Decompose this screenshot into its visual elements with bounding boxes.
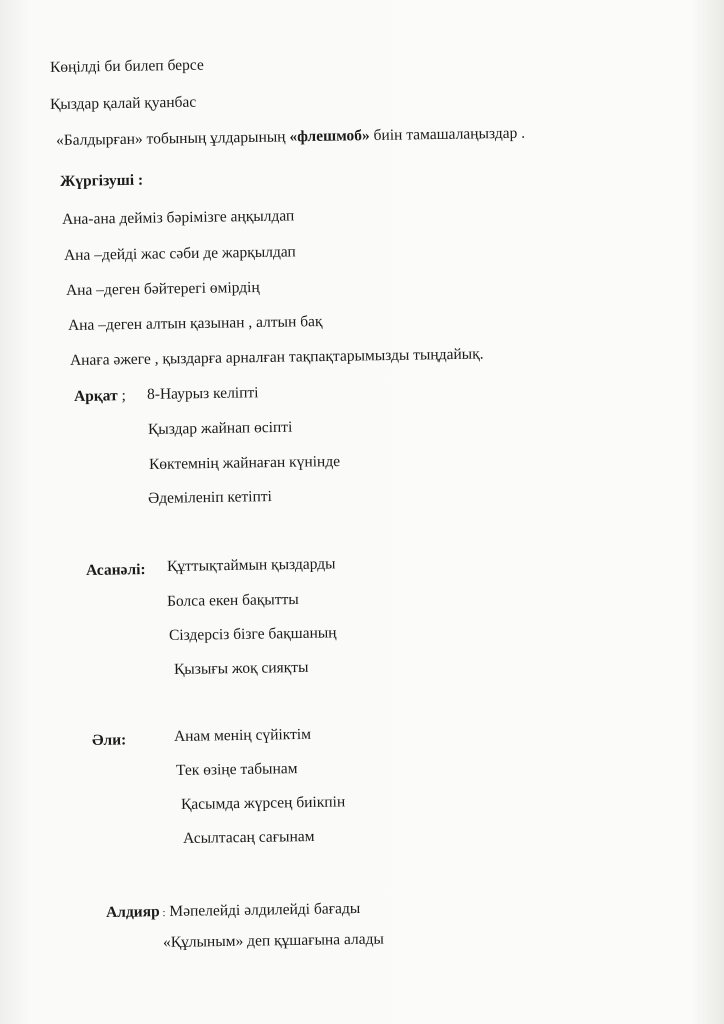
arkat-line-2: Қыздар жайнап өсіпті: [147, 418, 293, 438]
intro-line-1: Көңілді би билеп берсе: [49, 56, 204, 76]
speaker-ali: Әли:: [91, 731, 127, 749]
intro-line-3: [56, 126, 525, 149]
ali-line-1: Анам менің сүйіктім: [173, 725, 312, 745]
ali-line-4: Асылтасаң сағынам: [182, 827, 315, 847]
host-line-3: Ана –деген бәйтерегі өмірдің: [65, 278, 260, 299]
host-line-2: Ана –дейді жас сәби де жарқылдап: [63, 243, 296, 264]
speaker-arkat-name: Арқат: [73, 387, 118, 405]
aldiyar-line-1: Мәпелейді әлдилейді бағады: [165, 900, 361, 921]
speaker-aldiyar-name: Алдияр: [105, 903, 160, 921]
asanali-line-2: Болса екен бақытты: [166, 590, 299, 610]
speaker-aldiyar: [106, 901, 360, 920]
ali-line-2: Тек өзіңе табынам: [175, 760, 298, 779]
speaker-aldiyar-sep: :: [159, 907, 166, 920]
intro-line-3-part2: биін тамашалаңыздар .: [369, 124, 526, 145]
asanali-line-3: Сіздерсіз бізге бақшаның: [168, 624, 337, 644]
speaker-arkat-sep: ;: [117, 387, 127, 405]
flashmob-bold: «флешмоб»: [289, 127, 370, 146]
asanali-line-4: Қызығы жоқ сияқты: [173, 658, 309, 678]
ali-line-3: Қасымда жүрсең биікпін: [180, 793, 346, 813]
host-label: Жүргізуші :: [59, 171, 144, 190]
intro-line-3-part1: «Балдырған» тобының ұлдарының: [55, 128, 290, 149]
arkat-line-4: Әдеміленіп кетіпті: [147, 488, 273, 507]
arkat-line-3: Көктемнің жайнаған күнінде: [148, 453, 341, 473]
asanali-line-1: Құттықтаймын қыздарды: [166, 555, 336, 575]
host-line-5: Анаға әжеге , қыздарға арналған тақпақтарымызды тыңдайық.: [69, 345, 484, 369]
host-line-4: Ана –деген алтын қазынан , алтын бақ: [67, 313, 323, 334]
speaker-asanali: Асанәлі:: [85, 561, 146, 579]
host-line-1: Ана-ана дейміз бәрімізге аңқылдап: [61, 207, 295, 228]
intro-line-2: Қыздар қалай қуанбас: [49, 93, 197, 113]
speaker-arkat: [74, 388, 126, 404]
arkat-line-1: 8-Наурыз келіпті: [146, 384, 259, 403]
aldiyar-line-2: «Құлыным» деп құшағына алады: [162, 930, 385, 951]
